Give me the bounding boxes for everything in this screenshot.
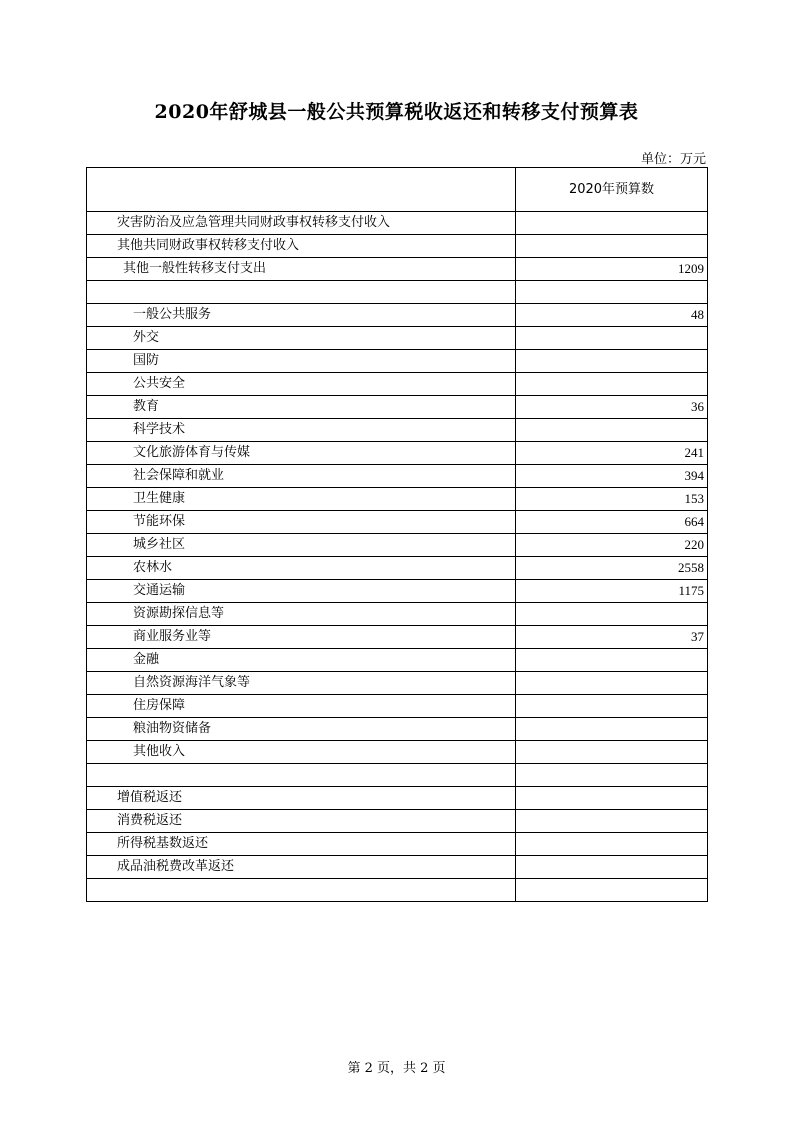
row-value-cell: 1175 (516, 580, 708, 603)
row-value-cell (516, 879, 708, 902)
row-value-cell (516, 281, 708, 304)
row-label-cell (87, 281, 516, 304)
row-value-cell: 36 (516, 396, 708, 419)
row-value-cell (516, 327, 708, 350)
table-header-row (87, 168, 708, 212)
table-row (87, 281, 708, 304)
row-value-cell (516, 373, 708, 396)
table-row (87, 327, 708, 350)
row-label-cell (87, 764, 516, 787)
table-row (87, 258, 708, 281)
row-label-cell: 商业服务业等 (87, 626, 516, 649)
row-label-cell: 资源勘探信息等 (87, 603, 516, 626)
table-row (87, 718, 708, 741)
row-value-cell (516, 810, 708, 833)
row-label-cell: 科学技术 (87, 419, 516, 442)
row-value-cell (516, 718, 708, 741)
table-row (87, 810, 708, 833)
row-value-cell (516, 350, 708, 373)
table-row (87, 212, 708, 235)
row-label-cell: 农林水 (87, 557, 516, 580)
row-label-cell: 成品油税费改革返还 (87, 856, 516, 879)
table-row (87, 764, 708, 787)
row-value-cell: 220 (516, 534, 708, 557)
row-label-cell: 卫生健康 (87, 488, 516, 511)
table-row (87, 833, 708, 856)
row-label-cell: 城乡社区 (87, 534, 516, 557)
row-value-cell (516, 672, 708, 695)
unit-label: 单位：万元 (640, 152, 706, 167)
row-value-cell (516, 695, 708, 718)
table-row (87, 580, 708, 603)
row-label-cell: 自然资源海洋气象等 (87, 672, 516, 695)
page-title: 2020年舒城县一般公共预算税收返还和转移支付预算表 (154, 101, 639, 123)
row-value-cell: 2558 (516, 557, 708, 580)
row-label-cell: 节能环保 (87, 511, 516, 534)
table-row (87, 649, 708, 672)
table-row (87, 879, 708, 902)
row-value-cell (516, 741, 708, 764)
row-value-cell: 664 (516, 511, 708, 534)
row-value-cell (516, 235, 708, 258)
table-row (87, 419, 708, 442)
row-label-cell: 其他一般性转移支付支出 (87, 258, 516, 281)
page-footer: 第 2 页，共 2 页 (347, 1061, 446, 1076)
row-label-cell: 交通运输 (87, 580, 516, 603)
table-row (87, 373, 708, 396)
table-row (87, 557, 708, 580)
row-value-cell (516, 603, 708, 626)
row-label-cell: 社会保障和就业 (87, 465, 516, 488)
table-row (87, 741, 708, 764)
table-row (87, 304, 708, 327)
table-row (87, 235, 708, 258)
row-label-cell: 金融 (87, 649, 516, 672)
table-row (87, 603, 708, 626)
table-row (87, 442, 708, 465)
table-row (87, 672, 708, 695)
table-row (87, 465, 708, 488)
row-label-cell: 其他共同财政事权转移支付收入 (87, 235, 516, 258)
row-value-cell: 241 (516, 442, 708, 465)
row-value-cell (516, 764, 708, 787)
table-row (87, 511, 708, 534)
row-label-cell: 文化旅游体育与传媒 (87, 442, 516, 465)
table-row (87, 856, 708, 879)
row-label-cell: 外交 (87, 327, 516, 350)
row-label-cell: 所得税基数返还 (87, 833, 516, 856)
row-label-cell: 一般公共服务 (87, 304, 516, 327)
row-label-cell: 住房保障 (87, 695, 516, 718)
row-label-cell: 消费税返还 (87, 810, 516, 833)
header-label-cell (87, 168, 516, 212)
table-row (87, 534, 708, 557)
row-label-cell: 增值税返还 (87, 787, 516, 810)
table-row (87, 787, 708, 810)
row-label-cell: 教育 (87, 396, 516, 419)
row-value-cell (516, 787, 708, 810)
row-value-cell: 48 (516, 304, 708, 327)
row-label-cell: 公共安全 (87, 373, 516, 396)
row-value-cell: 394 (516, 465, 708, 488)
row-value-cell (516, 833, 708, 856)
row-value-cell (516, 212, 708, 235)
row-value-cell: 37 (516, 626, 708, 649)
budget-table (86, 167, 708, 902)
row-value-cell: 153 (516, 488, 708, 511)
table-row (87, 350, 708, 373)
row-value-cell (516, 856, 708, 879)
row-label-cell (87, 879, 516, 902)
header-value-cell: 2020年预算数 (516, 168, 708, 212)
row-value-cell (516, 419, 708, 442)
table-row (87, 488, 708, 511)
table-row (87, 626, 708, 649)
table-row (87, 695, 708, 718)
row-label-cell: 灾害防治及应急管理共同财政事权转移支付收入 (87, 212, 516, 235)
row-value-cell (516, 649, 708, 672)
row-value-cell: 1209 (516, 258, 708, 281)
table-row (87, 396, 708, 419)
row-label-cell: 国防 (87, 350, 516, 373)
row-label-cell: 其他收入 (87, 741, 516, 764)
row-label-cell: 粮油物资储备 (87, 718, 516, 741)
